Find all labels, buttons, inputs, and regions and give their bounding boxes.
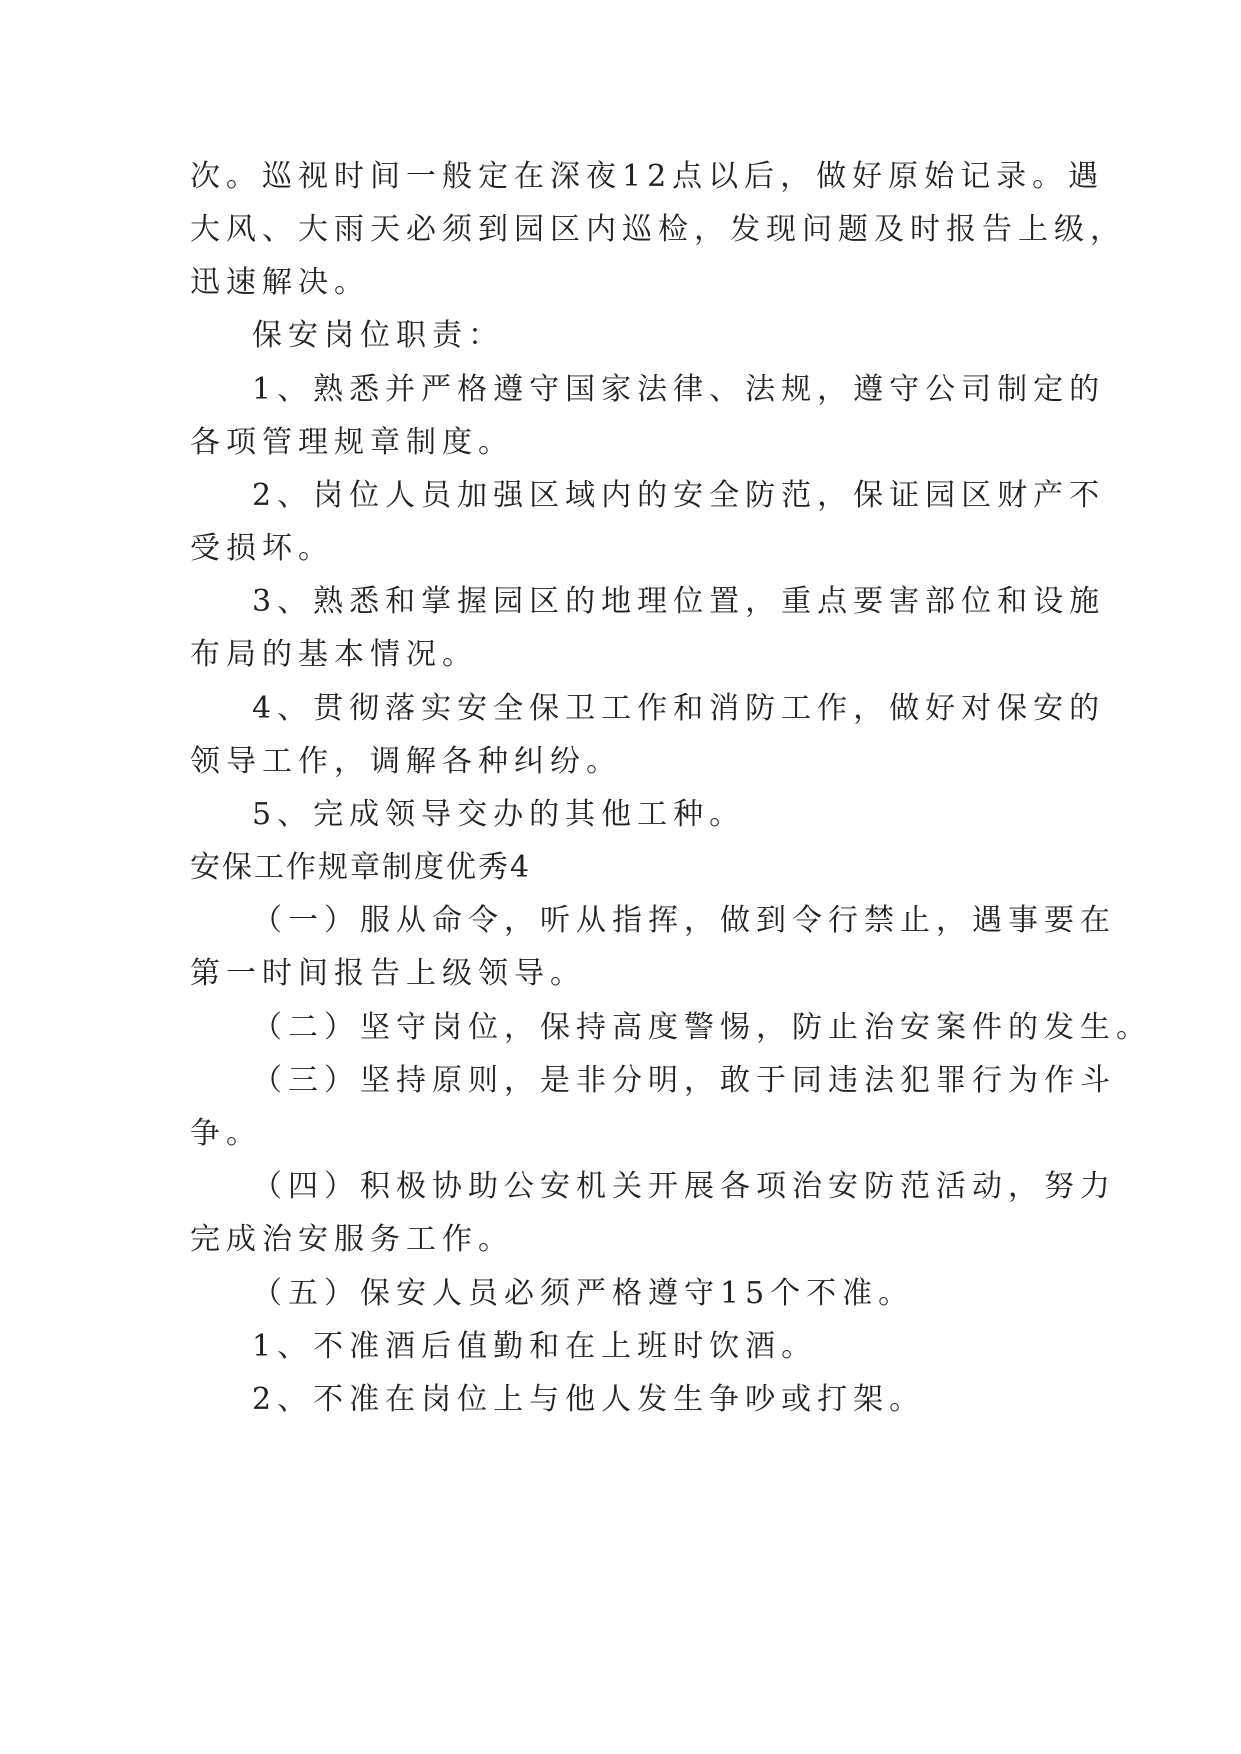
text-line: 次。巡视时间一般定在深夜12点以后，做好原始记录。遇	[190, 159, 1105, 194]
text-line: （五）保安人员必须严格遵守15个不准。	[252, 1276, 915, 1311]
section-title: 安保工作规章制度优秀4	[190, 850, 532, 885]
text-line: 第一时间报告上级领导。	[190, 956, 586, 991]
section-heading: 保安岗位职责：	[252, 318, 504, 353]
text-line: 4、贯彻落实安全保卫工作和消防工作，做好对保安的	[252, 691, 1106, 726]
text-line: 迅速解决。	[190, 265, 370, 300]
text-line: 布局的基本情况。	[190, 637, 478, 672]
text-line: 争。	[190, 1116, 262, 1151]
text-line: 完成治安服务工作。	[190, 1222, 514, 1257]
text-line: 领导工作，调解各种纠纷。	[190, 744, 622, 779]
text-line: 2、岗位人员加强区域内的安全防范，保证园区财产不	[252, 478, 1106, 513]
text-line: 1、熟悉并严格遵守国家法律、法规，遵守公司制定的	[252, 372, 1106, 407]
text-line: 5、完成领导交办的其他工种。	[252, 797, 746, 832]
text-line: 2、不准在岗位上与他人发生争吵或打架。	[252, 1382, 926, 1417]
text-line: （一）服从命令，听从指挥，做到令行禁止，遇事要在	[252, 903, 1116, 938]
text-line: 3、熟悉和掌握园区的地理位置，重点要害部位和设施	[252, 584, 1106, 619]
text-line: （二）坚守岗位，保持高度警惕，防止治安案件的发生。	[252, 1010, 1152, 1045]
text-line: （三）坚持原则，是非分明，敢于同违法犯罪行为作斗	[252, 1063, 1116, 1098]
text-line: 1、不准酒后值勤和在上班时饮酒。	[252, 1329, 818, 1364]
text-line: （四）积极协助公安机关开展各项治安防范活动，努力	[252, 1169, 1116, 1204]
text-line: 各项管理规章制度。	[190, 425, 514, 460]
text-line: 大风、大雨天必须到园区内巡检，发现问题及时报告上级，	[190, 212, 1126, 247]
text-line: 受损坏。	[190, 531, 334, 566]
